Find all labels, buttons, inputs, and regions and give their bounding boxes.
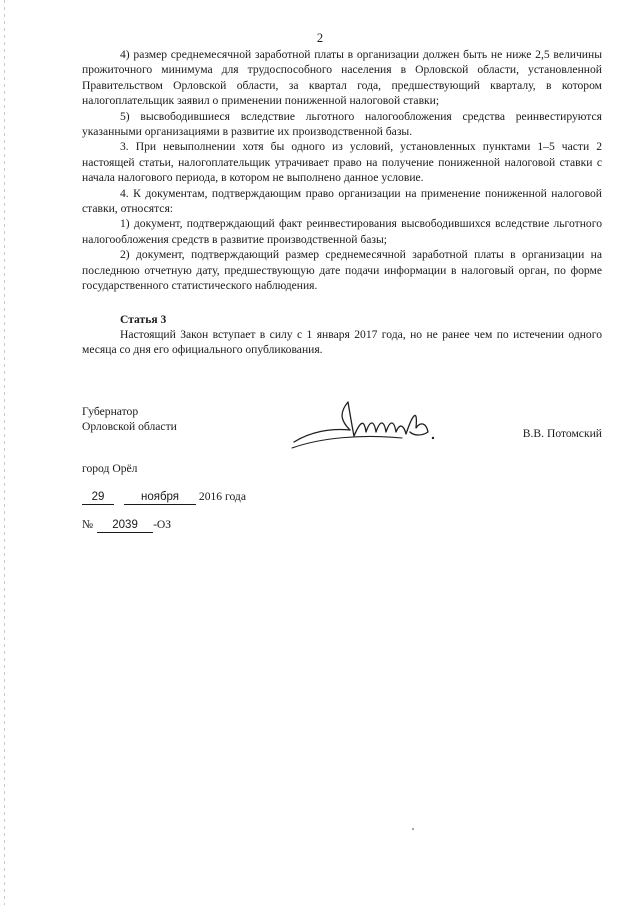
governor-name: В.В. Потомский xyxy=(522,427,602,440)
article-text: Настоящий Закон вступает в силу с 1 января 2017 года, но не ранее чем по истечении одного месяца со дня его официального опубликования. xyxy=(82,327,602,357)
paragraph-item-5: 5) высвободившиеся вследствие льготного налогообложения средства реинвестируются указанными организациями в развитие их производственной базы. xyxy=(82,109,602,139)
date-line xyxy=(82,490,246,505)
signature-block xyxy=(82,404,602,484)
paragraph-item-4: 4) размер среднемесячной заработной платы в организации должен быть не ниже 2,5 величины прожиточного минимума для трудоспособного населения в Орловской области, установленной Правительством Орловской области, за квартал года, предшествующий кварталу, в котором налогоплательщик заявил о применении пониженной налоговой ставки; xyxy=(82,48,602,108)
paragraph-doc-2: 2) документ, подтверждающий размер среднемесячной заработной платы в организации на последнюю отчетную дату, предшествующую дате подачи информации в налоговый орган, по форме государственного статистического наблюдения. xyxy=(82,248,602,293)
paragraph-clause-3: 3. При невыполнении хотя бы одного из условий, установленных пунктами 1–5 части 2 настоящей статьи, налогоплательщик утрачивает право на получение пониженной налоговой ставки с начала налогового периода, в котором не выполнено данное условие. xyxy=(82,140,602,185)
article-title: Статья 3 xyxy=(120,312,167,326)
city-line: город Орёл xyxy=(82,462,138,475)
law-number-suffix: -ОЗ xyxy=(153,518,172,531)
date-year: 2016 года xyxy=(198,490,246,503)
law-number: 2039 xyxy=(97,519,153,533)
scan-edge-mark xyxy=(4,0,5,905)
number-sign: № xyxy=(82,518,94,531)
paragraph-doc-1: 1) документ, подтверждающий факт реинвестирования высвободившихся вследствие льготного налогообложения средств в развитие производственной базы; xyxy=(82,217,602,246)
law-number-line xyxy=(82,518,171,533)
governor-title xyxy=(82,404,177,435)
page-number: 2 xyxy=(316,31,324,45)
governor-title-line1: Губернатор xyxy=(82,405,139,418)
date-month: ноября xyxy=(124,491,196,505)
date-day: 29 xyxy=(82,491,114,505)
paragraph-clause-4: 4. К документам, подтверждающим право организации на применение пониженной налоговой ставки, относятся: xyxy=(82,186,602,216)
handwritten-signature xyxy=(290,392,440,462)
document-body xyxy=(82,47,602,358)
governor-title-line2: Орловской области xyxy=(82,420,177,434)
scan-speck xyxy=(412,828,414,830)
